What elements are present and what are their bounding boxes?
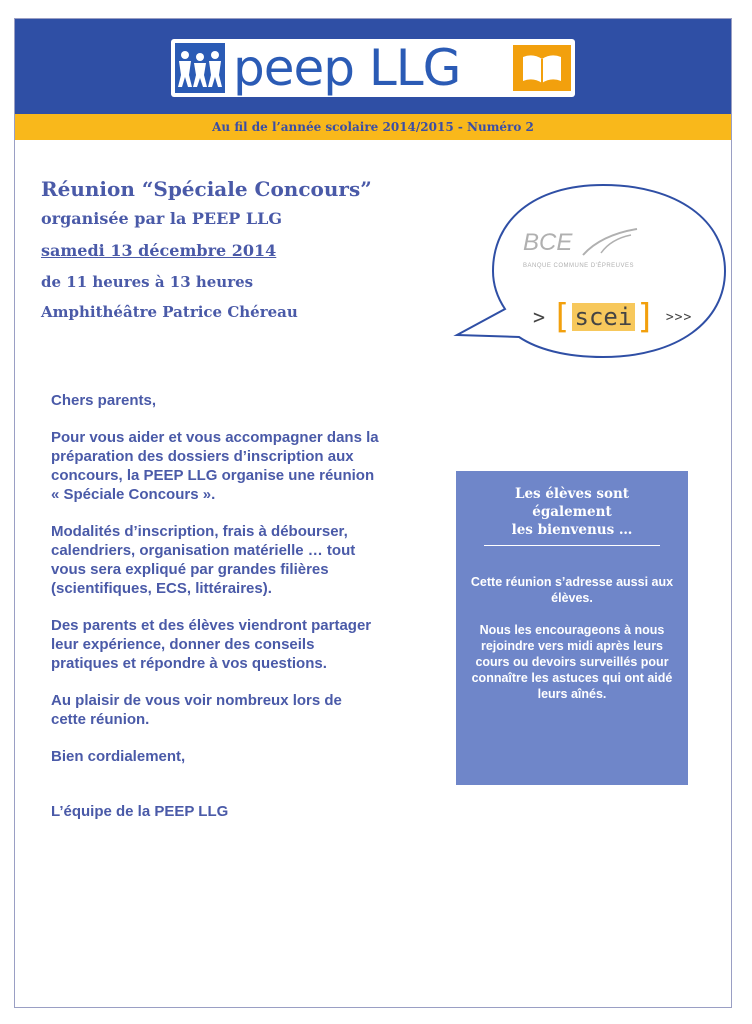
letter-paragraph: Modalités d’inscription, frais à débourser, calendriers, organisation matérielle … tout vous sera expliqué par grandes filières (scientifiques, ECS, littéraires).: [51, 523, 356, 597]
scei-logo: [533, 296, 692, 338]
bce-subtitle: BANQUE COMMUNE D'ÉPREUVES: [523, 263, 634, 269]
students-welcome-box: [456, 471, 688, 785]
event-heading: [41, 177, 372, 333]
sidebox-divider: [484, 545, 660, 546]
bracket-close-icon: ]: [635, 297, 656, 337]
scei-prefix: >: [533, 305, 546, 329]
bce-logo-text: BCE: [523, 229, 573, 256]
logo-text: peep LLG: [233, 39, 461, 97]
event-place: Amphithéâtre Patrice Chéreau: [41, 303, 298, 321]
flyer-page: [14, 18, 732, 1008]
event-date: samedi 13 décembre 2014: [41, 241, 277, 260]
sidebox-title-line: également: [532, 504, 612, 520]
scei-word: scei: [572, 303, 636, 331]
book-logo-icon: [513, 45, 571, 91]
event-title: Réunion “Spéciale Concours”: [41, 177, 372, 201]
letter-body: [51, 391, 381, 839]
peep-logo: [171, 39, 575, 97]
bracket-open-icon: [: [551, 297, 572, 337]
event-organizer: organisée par la PEEP LLG: [41, 209, 283, 228]
header-band: [15, 19, 731, 114]
sidebox-title-line: les bienvenus …: [511, 522, 633, 538]
sidebox-title-line: Les élèves sont: [514, 486, 630, 502]
issue-banner: Au fil de l’année scolaire 2014/2015 - Numéro 2: [15, 114, 731, 140]
letter-signature: L’équipe de la PEEP LLG: [51, 803, 229, 820]
letter-paragraph: Au plaisir de vous voir nombreux lors de cette réunion.: [51, 692, 342, 728]
event-time: de 11 heures à 13 heures: [41, 273, 254, 291]
letter-paragraph: Pour vous aider et vous accompagner dans la préparation des dossiers d’inscription aux concours, la PEEP LLG organise une réunion « Spéciale Concours ».: [51, 429, 379, 503]
letter-closing: Bien cordialement,: [51, 748, 186, 765]
sidebox-paragraph: Cette réunion s’adresse aussi aux élèves.: [470, 575, 674, 605]
children-logo-icon: [175, 43, 225, 93]
sidebox-title: [456, 485, 688, 539]
letter-greeting: Chers parents,: [51, 392, 157, 409]
scei-suffix: >>>: [665, 309, 693, 325]
bce-swoosh-icon: [581, 225, 641, 259]
bce-logo: [523, 225, 653, 285]
letter-paragraph: Des parents et des élèves viendront partager leur expérience, donner des conseils pratiques et répondre à vos questions.: [51, 617, 372, 672]
sidebox-paragraph: Nous les encourageons à nous rejoindre vers midi après leurs cours ou devoirs surveillés pour connaître les astuces qui ont aidé leurs aînés.: [471, 623, 673, 701]
